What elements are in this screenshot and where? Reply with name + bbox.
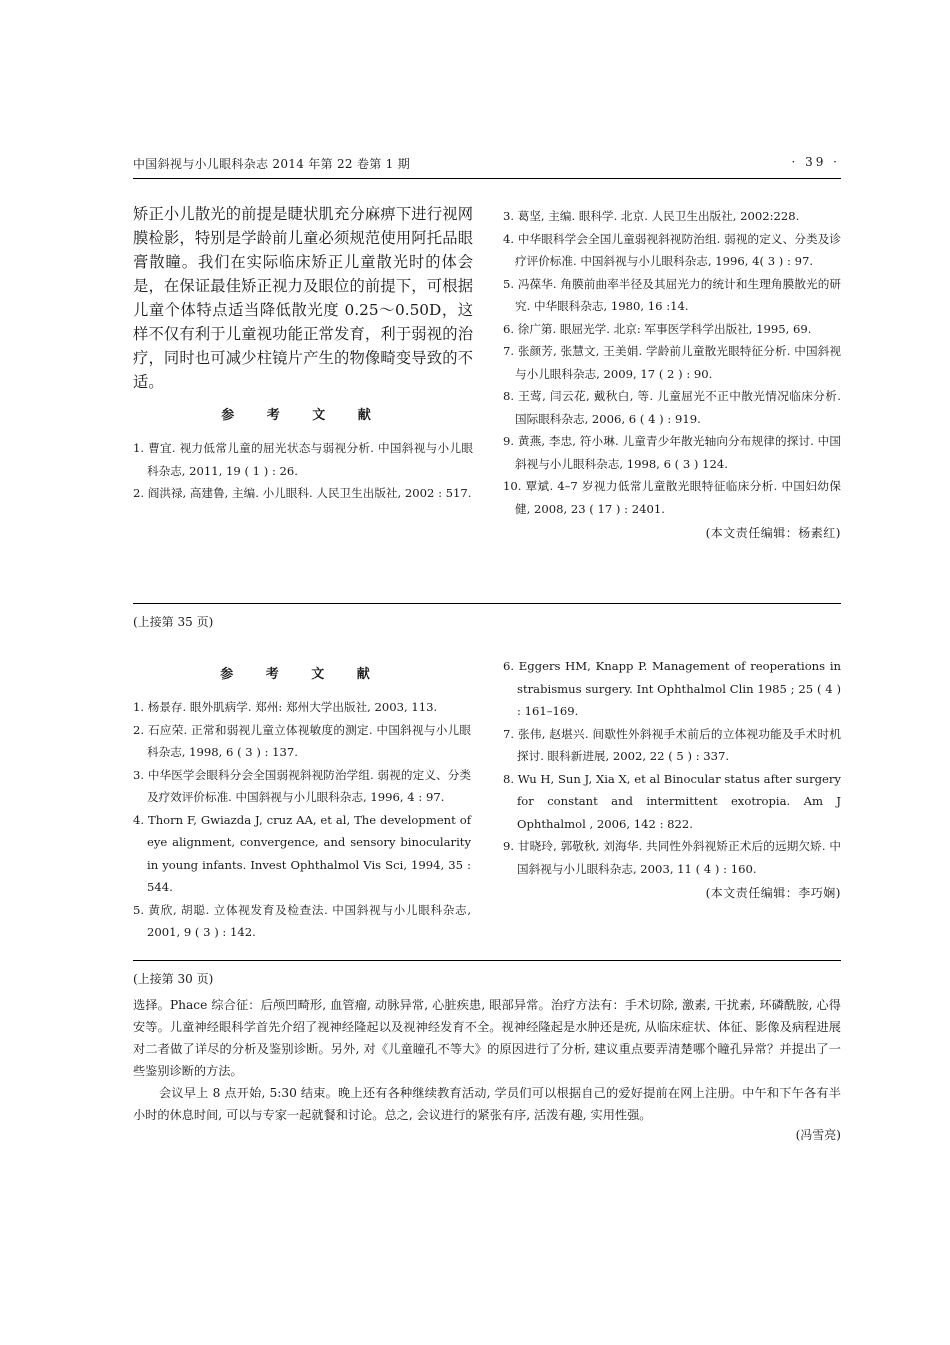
article1-editor-note: (本文责任编辑：杨素红): [705, 526, 841, 540]
reference-item: 6. 徐广第. 眼屈光学. 北京: 军事医学科学出版社, 1995, 69.: [503, 321, 812, 336]
reference-item: 8. 王莺, 闫云花, 戴秋白, 等. 儿童屈光不正中散光情况临床分析. 国际眼科杂志, 2006, 6 ( 4 ) : 919.: [503, 389, 841, 426]
reference-item: 10. 覃斌. 4–7 岁视力低常儿童散光眼特征临床分析. 中国妇幼保健, 2008, 23 ( 17 ) : 2401.: [503, 479, 841, 516]
reference-item: 4. 中华眼科学会全国儿童弱视斜视防治组. 弱视的定义、分类及诊疗评价标准. 中国斜视与小儿眼科杂志, 1996, 4( 3 ) : 97.: [503, 231, 841, 268]
article2-refs-left: [133, 696, 471, 944]
reference-item: 3. 葛坚, 主编. 眼科学. 北京. 人民卫生出版社, 2002:228.: [503, 209, 800, 223]
article2-continued-label: (上接第 35 页): [133, 615, 214, 629]
reference-item: 8. Wu H, Sun J, Xia X, et al Binocular status after surgery for constant and intermittent exotropia. Am J Ophthalmol , 2006, 142 : 822.: [503, 771, 841, 831]
reference-item: 2. 阎洪禄, 高建鲁, 主编. 小儿眼科. 人民卫生出版社, 2002 : 517.: [133, 486, 472, 500]
reference-item: 4. Thorn F, Gwiazda J, cruz AA, et al, The development of eye alignment, convergence, and sensory binocularity in young infants. Invest Ophthalmol Vis Sci, 1994, 35 : 544.: [133, 812, 471, 894]
article3-continued-label: (上接第 30 页): [133, 972, 214, 986]
reference-item: 9. 甘晓玲, 郭敬秋, 刘海华. 共同性外斜视矫正术后的远期欠矫. 中国斜视与小儿眼科杂志, 2003, 11 ( 4 ) : 160.: [503, 839, 841, 876]
reference-item: 5. 冯葆华. 角膜前曲率半径及其屈光力的统计和生理角膜散光的研究. 中华眼科杂志, 1980, 16 :14.: [503, 276, 841, 313]
page-number: · 39 ·: [791, 155, 840, 169]
article1-left-column: [133, 202, 473, 505]
article3-body: [133, 994, 841, 1143]
article2-refs-title: 参 考 文 献: [220, 667, 384, 682]
article1-body: [133, 202, 473, 394]
article1-body-text: 矫正小儿散光的前提是睫状肌充分麻痹下进行视网膜检影，特别是学龄前儿童必须规范使用阿托品眼膏散瞳。我们在实际临床矫正儿童散光时的体会是，在保证最佳矫正视力及眼位的前提下，可根据儿童个体特点适当降低散光度 0.25～0.50D，这样不仅有利于儿童视功能正常发育，利于弱视的治疗，同时也可减少柱镜片产生的物像畸变导致的不适。: [133, 205, 473, 391]
article3-paragraph: 选择。Phace 综合征：后颅凹畸形, 血管瘤, 动脉异常, 心脏疾患, 眼部异常。治疗方法有：手术切除, 激素, 干扰素, 环磷酰胺, 心得安等。儿童神经眼科学首先介绍了视神经隆起以及视神经发育不全。视神经隆起是水肿还是疣, 从临床症状、体征、影像及病程进展对二者做了详尽的分析及鉴别诊断。另外, 对《儿童瞳孔不等大》的原因进行了分析, 建议重点要弄清楚哪个瞳孔异常？并提出了一些鉴别诊断的方法。: [133, 998, 841, 1078]
reference-item: 6. Eggers HM, Knapp P. Management of reoperations in strabismus surgery. Int Ophthalmol Clin 1985 ; 25 ( 4 ) : 161–169.: [503, 659, 841, 718]
article3-signature: (冯雪亮): [795, 1128, 841, 1142]
reference-item: 5. 黄欣, 胡聪. 立体视发育及检查法. 中国斜视与小儿眼科杂志, 2001, 9 ( 3 ) : 142.: [133, 902, 471, 939]
reference-item: 7. 张颜芳, 张慧文, 王美娟. 学龄前儿童散光眼特征分析. 中国斜视与小儿眼科杂志, 2009, 17 ( 2 ) : 90.: [503, 344, 841, 381]
article2-editor-note: (本文责任编辑：李巧娴): [705, 886, 841, 900]
article1-refs-left: [133, 437, 473, 505]
reference-item: 7. 张伟, 赵堪兴. 间歇性外斜视手术前后的立体视功能及手术时机探讨. 眼科新进展, 2002, 22 ( 5 ) : 337.: [503, 726, 841, 763]
article2-refs-right: [503, 655, 841, 880]
section-divider: [133, 603, 841, 604]
reference-item: 9. 黄燕, 李忠, 符小琳. 儿童青少年散光轴向分布规律的探讨. 中国斜视与小儿眼科杂志, 1998, 6 ( 3 ) 124.: [503, 434, 841, 471]
reference-item: 1. 杨景存. 眼外肌病学. 郑州: 郑州大学出版社, 2003, 113.: [133, 700, 438, 714]
article2-left-column: [133, 663, 471, 944]
article3-paragraph: 会议早上 8 点开始, 5:30 结束。晚上还有各种继续教育活动, 学员们可以根据自己的爱好提前在网上注册。中午和下午各有半小时的休息时间, 可以与专家一起就餐和讨论。总之, 会议进行的紧张有序, 活泼有趣, 实用性强。: [133, 1086, 841, 1122]
section-divider: [133, 960, 841, 961]
article1-right-column: [503, 205, 841, 541]
reference-item: 3. 中华医学会眼科分会全国弱视斜视防治学组. 弱视的定义、分类及疗效评价标准. 中国斜视与小儿眼科杂志, 1996, 4 : 97.: [133, 767, 471, 804]
reference-item: 1. 曹宜. 视力低常儿童的屈光状态与弱视分析. 中国斜视与小儿眼科杂志, 2011, 19 ( 1 ) : 26.: [133, 441, 473, 478]
reference-item: 2. 石应荣. 正常和弱视儿童立体视敏度的测定. 中国斜视与小儿眼科杂志, 1998, 6 ( 3 ) : 137.: [133, 722, 471, 759]
article2-right-column: [503, 655, 841, 901]
article1-refs-title: 参 考 文 献: [221, 408, 385, 423]
article1-refs-right: [503, 205, 841, 520]
journal-header: 中国斜视与小儿眼科杂志 2014 年第 22 卷第 1 期: [133, 157, 411, 171]
header-divider: [133, 178, 841, 179]
